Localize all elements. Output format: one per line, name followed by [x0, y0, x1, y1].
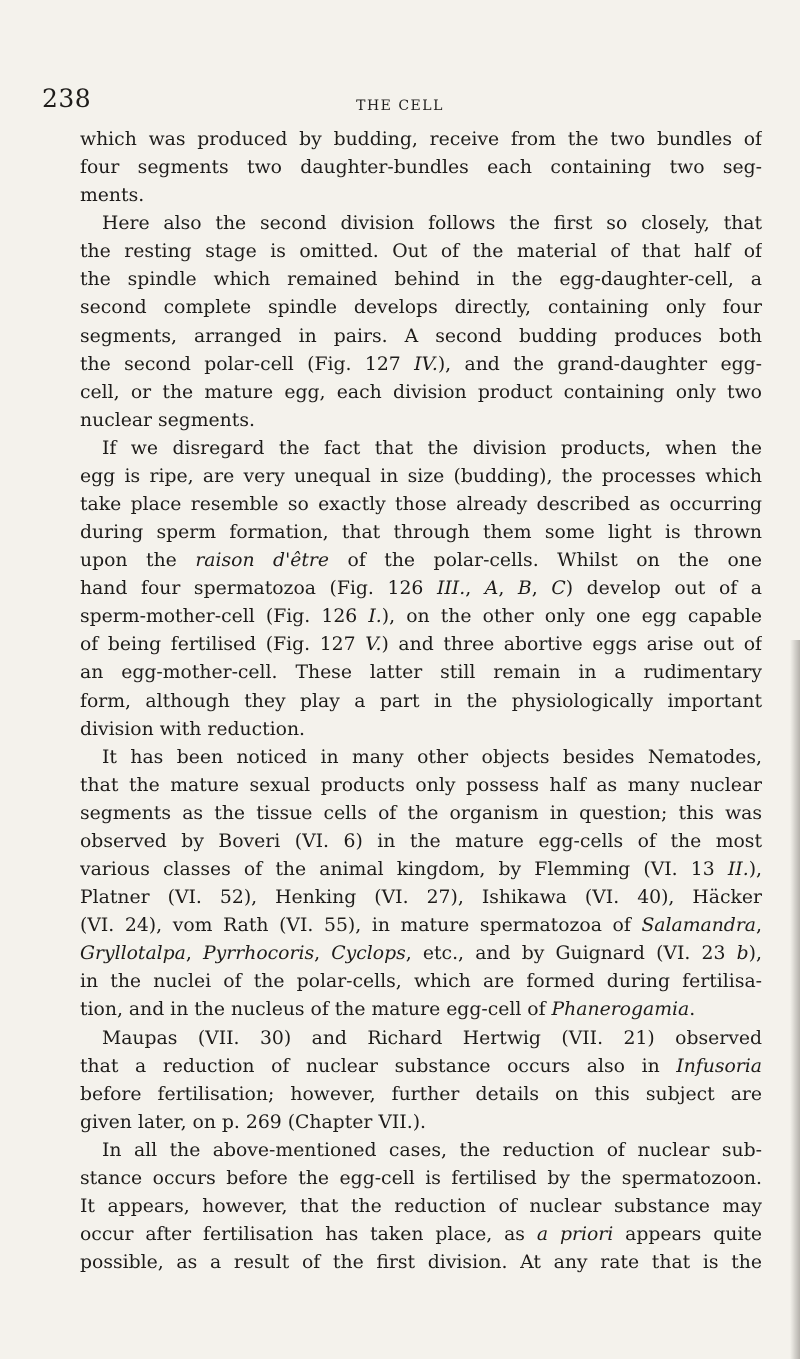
paragraph — [80, 1025, 762, 1137]
paragraph — [80, 435, 762, 744]
text-line: cell, or the mature egg, each division product containing only two — [80, 381, 762, 403]
page-edge-shadow — [790, 640, 800, 1359]
text-line: Platner (VI. 52), Henking (VI. 27), Ishikawa (VI. 40), Häcker — [80, 887, 762, 909]
paragraph — [80, 210, 762, 435]
text-line: take place resemble so exactly those already described as occurring — [80, 494, 762, 516]
text-line: that a reduction of nuclear substance occurs also in Infusoria — [80, 1055, 762, 1077]
text-line: occur after fertilisation has taken place, as a priori appears quite — [80, 1224, 762, 1246]
text-line: given later, on p. 269 (Chapter VII.). — [80, 1111, 426, 1133]
text-line: (VI. 24), vom Rath (VI. 55), in mature spermatozoa of Salamandra, — [80, 915, 762, 937]
text-line: tion, and in the nucleus of the mature egg-cell of Phanerogamia. — [80, 999, 696, 1021]
text-line: sperm-mother-cell (Fig. 126 I.), on the other only one egg capable — [80, 606, 762, 628]
text-line: segments, arranged in pairs. A second budding produces both — [80, 325, 762, 347]
text-line: Maupas (VII. 30) and Richard Hertwig (VII. 21) observed — [102, 1027, 762, 1049]
text-line: division with reduction. — [80, 718, 306, 740]
text-line: Here also the second division follows the first so closely, that — [102, 213, 762, 235]
text-line: possible, as a result of the first division. At any rate that is the — [80, 1252, 762, 1274]
paragraph — [80, 1137, 762, 1277]
text-line: It has been noticed in many other objects besides Nematodes, — [102, 746, 762, 768]
text-line: the resting stage is omitted. Out of the material of that half of — [80, 241, 762, 263]
text-line: egg is ripe, are very unequal in size (budding), the processes which — [80, 465, 762, 487]
text-line: form, although they play a part in the physiologically important — [80, 690, 762, 712]
text-line: hand four spermatozoa (Fig. 126 III., A, B, C) develop out of a — [80, 578, 762, 600]
page-number: 238 — [42, 84, 92, 113]
text-line: that the mature sexual products only possess half as many nuclear — [80, 774, 762, 796]
text-line: segments as the tissue cells of the organism in question; this was — [80, 802, 762, 824]
paragraph — [80, 126, 762, 210]
text-line: In all the above-mentioned cases, the reduction of nuclear sub- — [102, 1139, 762, 1161]
text-line: stance occurs before the egg-cell is fertilised by the spermatozoon. — [80, 1167, 762, 1189]
text-line: nuclear segments. — [80, 409, 255, 431]
text-line: It appears, however, that the reduction of nuclear substance may — [80, 1195, 762, 1217]
text-line: an egg-mother-cell. These latter still remain in a rudimentary — [80, 662, 762, 684]
paragraph — [80, 744, 762, 1025]
text-line: ments. — [80, 185, 145, 207]
text-line: the spindle which remained behind in the egg-daughter-cell, a — [80, 269, 762, 291]
text-line: of being fertilised (Fig. 127 V.) and three abortive eggs arise out of — [80, 634, 762, 656]
text-line: the second polar-cell (Fig. 127 IV.), and the grand-daughter egg- — [80, 353, 762, 375]
text-line: second complete spindle develops directly, containing only four — [80, 297, 762, 319]
text-line: in the nuclei of the polar-cells, which are formed during fertilisa- — [80, 971, 762, 993]
text-line: four segments two daughter-bundles each containing two seg- — [80, 157, 762, 179]
text-line: during sperm formation, that through them some light is thrown — [80, 522, 762, 544]
text-line: observed by Boveri (VI. 6) in the mature egg-cells of the most — [80, 830, 762, 852]
text-line: upon the raison d'être of the polar-cells. Whilst on the one — [80, 550, 762, 572]
text-line: before fertilisation; however, further details on this subject are — [80, 1083, 762, 1105]
text-line: If we disregard the fact that the division products, when the — [102, 437, 762, 459]
text-line: various classes of the animal kingdom, by Flemming (VI. 13 II.), — [80, 859, 762, 881]
running-title: THE CELL — [356, 98, 444, 114]
text-line: Gryllotalpa, Pyrrhocoris, Cyclops, etc., and by Guignard (VI. 23 b), — [80, 943, 762, 965]
body-text — [80, 126, 762, 1277]
text-line: which was produced by budding, receive from the two bundles of — [80, 129, 762, 150]
